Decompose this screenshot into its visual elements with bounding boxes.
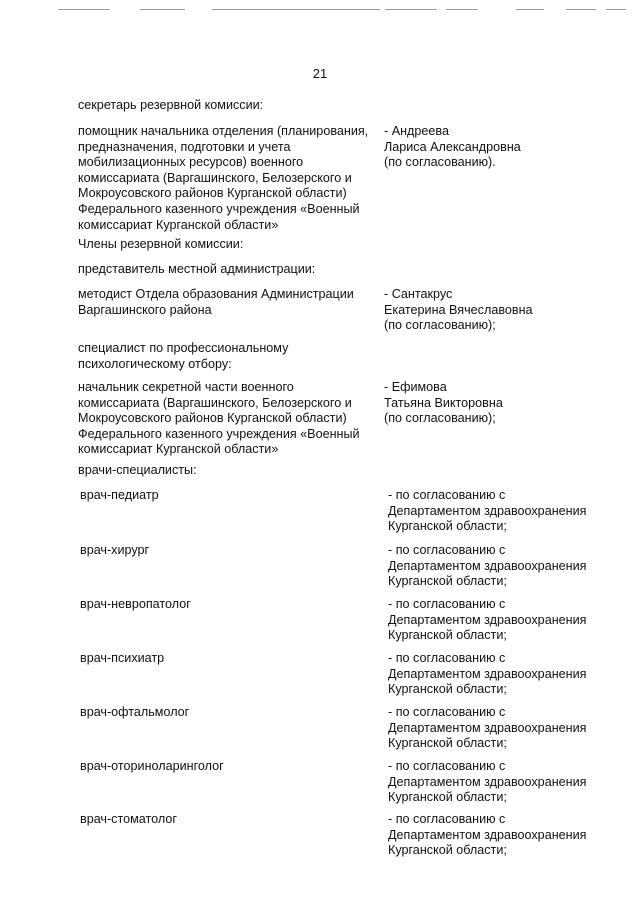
doctor-role: врач-хирург xyxy=(80,543,150,557)
scan-rule xyxy=(385,9,437,10)
doctor-note: - по согласованию с Департаментом здравоохранения Курганской области; xyxy=(388,543,587,589)
doctor-role: врач-офтальмолог xyxy=(80,705,190,719)
psych-heading: специалист по профессиональному психологическому отбору: xyxy=(78,341,289,371)
methodist-role: методист Отдела образования Администрации Варгашинского района xyxy=(78,287,354,317)
scan-rule xyxy=(446,9,478,10)
methodist-person: - Сантакрус Екатерина Вячеславовна (по согласованию); xyxy=(384,287,533,333)
doctor-role: врач-стоматолог xyxy=(80,812,177,826)
scan-rule xyxy=(516,9,544,10)
scan-rule xyxy=(212,9,380,10)
doctor-role: врач-педиатр xyxy=(80,488,159,502)
doctor-role: врач-оториноларинголог xyxy=(80,759,224,773)
local-admin-heading: представитель местной администрации: xyxy=(78,262,316,276)
doctor-note: - по согласованию с Департаментом здравоохранения Курганской области; xyxy=(388,759,587,805)
doctor-note: - по согласованию с Департаментом здравоохранения Курганской области; xyxy=(388,597,587,643)
doctor-note: - по согласованию с Департаментом здравоохранения Курганской области; xyxy=(388,705,587,751)
doctor-note: - по согласованию с Департаментом здравоохранения Курганской области; xyxy=(388,488,587,534)
secretary-heading: секретарь резервной комиссии: xyxy=(78,98,264,112)
members-heading: Члены резервной комиссии: xyxy=(78,237,244,251)
scan-rule xyxy=(566,9,596,10)
doctors-heading: врачи-специалисты: xyxy=(78,463,197,477)
secretary-person: - Андреева Лариса Александровна (по согласованию). xyxy=(384,124,521,170)
secretary-role: помощник начальника отделения (планирования, предназначения, подготовки и учета мобилизационных ресурсов) военного комиссариата (Варгашинского, Белозерского и Мокроусовского районов Курганской области) Федерального казенного учреждения «Военный комиссариат Курганской области» xyxy=(78,124,369,232)
doctor-note: - по согласованию с Департаментом здравоохранения Курганской области; xyxy=(388,651,587,697)
scan-rule xyxy=(140,9,185,10)
scan-rule xyxy=(58,9,110,10)
page-number: 21 xyxy=(312,66,328,81)
secret-role: начальник секретной части военного комиссариата (Варгашинского, Белозерского и Мокроусовского районов Курганской области) Федерального казенного учреждения «Военный комиссариат Курганской области» xyxy=(78,380,360,457)
doctor-role: врач-невропатолог xyxy=(80,597,191,611)
scan-rule xyxy=(606,9,626,10)
doctor-note: - по согласованию с Департаментом здравоохранения Курганской области; xyxy=(388,812,587,858)
doctor-role: врач-психиатр xyxy=(80,651,165,665)
secret-person: - Ефимова Татьяна Викторовна (по согласованию); xyxy=(384,380,503,426)
